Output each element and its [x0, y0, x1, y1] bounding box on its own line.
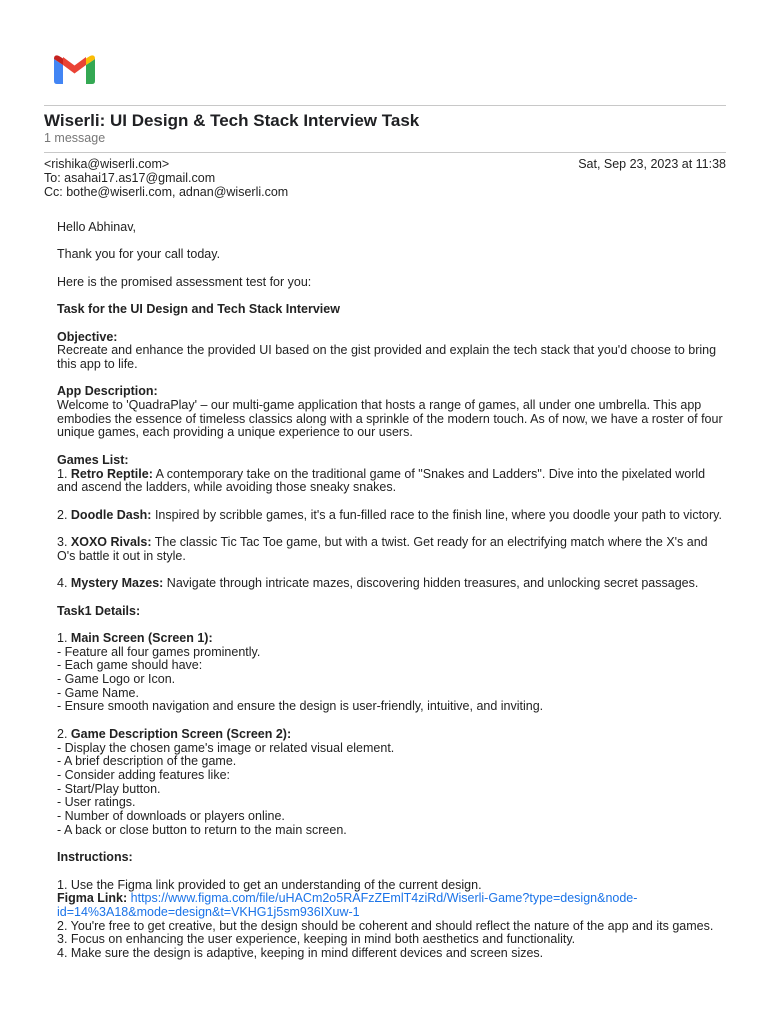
instruction-item: 1. Use the Figma link provided to get an understanding of the current design.	[57, 877, 482, 892]
game-item-desc: Navigate through intricate mazes, discovering hidden treasures, and unlocking secret passages.	[163, 576, 699, 591]
screen1-title: Main Screen (Screen 1):	[70, 630, 213, 645]
thanks-line: Thank you for your call today.	[57, 247, 221, 262]
sender-address: <rishika@wiserli.com>	[44, 157, 170, 171]
instruction-item: 4. Make sure the design is adaptive, keeping in mind different devices and screen sizes.	[57, 946, 544, 961]
list-item: - Start/Play button.	[57, 781, 161, 796]
header-divider	[44, 152, 726, 153]
instruction-item: 2. You're free to get creative, but the design should be coherent and should reflect the nature of the app and its games.	[57, 918, 714, 933]
screen2-num: 2.	[57, 726, 71, 741]
intro-line: Here is the promised assessment test for you:	[57, 274, 312, 289]
instructions-label: Instructions:	[57, 850, 133, 865]
email-subject: Wiserli: UI Design & Tech Stack Interview Task	[44, 111, 420, 130]
list-item: - User ratings.	[57, 795, 136, 810]
game-item-desc: A contemporary take on the traditional game of "Snakes and Ladders". Dive into the pixelated world and ascend the ladders, while avoiding those sneaky snakes.	[57, 466, 706, 495]
list-item: - Feature all four games prominently.	[57, 644, 261, 659]
objective-text: Recreate and enhance the provided UI based on the gist provided and explain the tech stack that you'd choose to bring this app to life.	[57, 343, 717, 371]
game-item-num: 1.	[57, 466, 71, 481]
list-item: - A back or close button to return to the main screen.	[57, 822, 347, 837]
message-count: 1 message	[44, 131, 106, 145]
list-item: - Ensure smooth navigation and ensure the design is user-friendly, intuitive, and inviting.	[57, 699, 544, 714]
to-line: To: asahai17.as17@gmail.com	[44, 171, 216, 185]
game-item	[57, 509, 729, 523]
list-item: - Number of downloads or players online.	[57, 809, 285, 824]
game-item-name: Retro Reptile:	[70, 466, 153, 481]
list-item: - Game Name.	[57, 685, 139, 700]
task1-label: Task1 Details:	[57, 603, 141, 618]
list-item: - Each game should have:	[57, 658, 203, 673]
game-item-num: 2.	[57, 507, 71, 522]
game-item-num: 4.	[57, 576, 71, 591]
games-list-label: Games List:	[57, 452, 129, 467]
list-item: - Game Logo or Icon.	[57, 672, 176, 687]
sent-date: Sat, Sep 23, 2023 at 11:38	[578, 157, 726, 171]
email-body	[57, 221, 729, 974]
cc-line: Cc: bothe@wiserli.com, adnan@wiserli.com	[44, 185, 289, 199]
task-title: Task for the UI Design and Tech Stack Interview	[57, 302, 340, 317]
gmail-logo-icon	[54, 55, 95, 84]
figma-link-label: Figma Link:	[57, 891, 128, 906]
games-list-section	[57, 454, 729, 495]
game-item	[57, 577, 729, 591]
greeting: Hello Abhinav,	[57, 220, 136, 234]
game-item-num: 3.	[57, 535, 71, 550]
game-item-desc: Inspired by scribble games, it's a fun-filled race to the finish line, where you doodle your path to victory.	[151, 507, 722, 522]
screen2-title: Game Description Screen (Screen 2):	[70, 726, 292, 741]
figma-link[interactable]: https://www.figma.com/file/uHACm2o5RAFzZEmlT4ziRd/Wiserli-Game?type=design&node-id=14%3A18&mode=design&t=VKHG1j5sm936IXuw-1	[57, 891, 638, 919]
email-meta	[44, 157, 726, 199]
game-item	[57, 536, 729, 563]
game-item-name: Doodle Dash:	[70, 507, 152, 522]
list-item: - Consider adding features like:	[57, 767, 231, 782]
instruction-item: 3. Focus on enhancing the user experience, keeping in mind both aesthetics and functionality.	[57, 932, 576, 947]
instructions-list	[57, 879, 729, 961]
app-description-label: App Description:	[57, 384, 158, 399]
screen1-num: 1.	[57, 630, 71, 645]
game-item-name: XOXO Rivals:	[70, 535, 152, 550]
objective-section	[57, 331, 729, 372]
objective-label: Objective:	[57, 329, 118, 344]
app-description-text: Welcome to 'QuadraPlay' – our multi-game application that hosts a range of games, all under one umbrella. This app embodies the essence of timeless classics along with a sprinkle of the modern touch. As of now, we have a roster of four unique games, each providing a unique experience to our users.	[57, 398, 723, 440]
top-divider	[44, 105, 726, 106]
screen2-section	[57, 728, 729, 838]
app-description-section	[57, 385, 729, 440]
screen1-section	[57, 632, 729, 714]
list-item: - A brief description of the game.	[57, 754, 237, 769]
list-item: - Display the chosen game's image or related visual element.	[57, 740, 395, 755]
game-item-desc: The classic Tic Tac Toe game, but with a twist. Get ready for an electrifying match where the X's and O's battle it out in style.	[57, 535, 708, 563]
game-item-name: Mystery Mazes:	[70, 576, 164, 591]
